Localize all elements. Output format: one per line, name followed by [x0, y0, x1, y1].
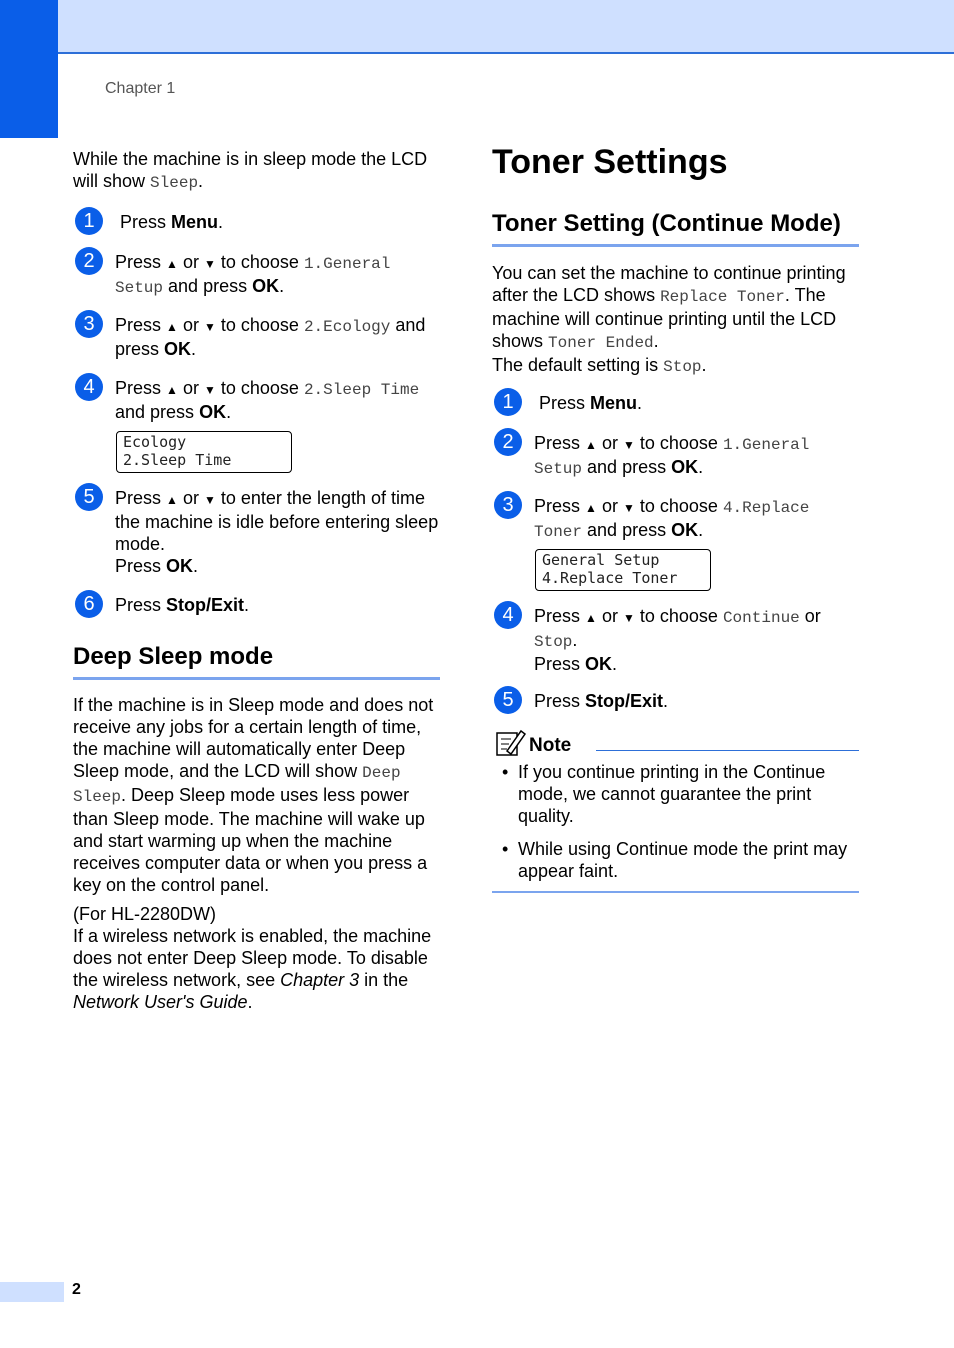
step-number-3: 3	[494, 491, 522, 519]
lcd-display-toner: General Setup 4.Replace Toner	[535, 549, 711, 591]
toner-step-1: Press Menu.	[539, 393, 643, 413]
step-number-6: 6	[75, 590, 103, 618]
heading-rule	[73, 677, 440, 680]
lcd-display-sleep: Ecology 2.Sleep Time	[116, 431, 292, 473]
note-bottom-rule	[492, 891, 859, 893]
up-arrow-icon: ▲	[585, 438, 597, 452]
toner-step-2: Press ▲ or ▼ to choose 1.General Setup and press OK.	[534, 433, 810, 478]
step-6: Press Stop/Exit.	[115, 595, 250, 615]
bullet-dot: •	[502, 762, 509, 782]
step-number-5: 5	[494, 686, 522, 714]
header-bar	[58, 0, 954, 54]
heading-rule	[492, 244, 859, 247]
step-1: Press Menu.	[120, 212, 224, 232]
step-number-2: 2	[75, 247, 103, 275]
step-number-5: 5	[75, 483, 103, 511]
up-arrow-icon: ▲	[166, 257, 178, 271]
note-item-2: While using Continue mode the print may appear faint.	[518, 839, 848, 881]
note-title: Note	[529, 735, 572, 756]
step-2: Press ▲ or ▼ to choose 1.General Setup and press OK.	[115, 252, 391, 297]
footer-bar	[0, 1282, 64, 1302]
toner-step-5: Press Stop/Exit.	[534, 691, 669, 711]
up-arrow-icon: ▲	[585, 611, 597, 625]
sleep-intro: While the machine is in sleep mode the LCD will show Sleep.	[73, 149, 428, 192]
step-number-1: 1	[494, 388, 522, 416]
note-top-rule	[596, 750, 859, 751]
bullet-dot: •	[502, 839, 509, 859]
down-arrow-icon: ▼	[622, 501, 635, 515]
chapter-label: Chapter 1	[105, 80, 176, 97]
step-number-1: 1	[75, 207, 103, 235]
toner-setting-heading: Toner Setting (Continue Mode)	[492, 210, 841, 237]
toner-step-4: Press ▲ or ▼ to choose Continue or Stop. Press OK.	[534, 606, 821, 674]
page-number: 2	[72, 1281, 81, 1298]
down-arrow-icon: ▼	[622, 611, 635, 625]
down-arrow-icon: ▼	[203, 383, 216, 397]
wireless-paragraph: (For HL-2280DW) If a wireless network is enabled, the machine does not enter Deep Sleep mode. To disable the wireless network, see Chapter 3 in the Network User's Guide.	[73, 904, 432, 1012]
deep-sleep-heading: Deep Sleep mode	[73, 643, 274, 670]
toner-intro: You can set the machine to continue printing after the LCD shows Replace Toner. The machine will continue printing until the LCD shows Toner Ended. The default setting is Stop.	[492, 263, 846, 376]
step-5: Press ▲ or ▼ to enter the length of time the machine is idle before entering sleep mode. Press OK.	[115, 488, 439, 576]
chapter-tab	[0, 0, 58, 138]
toner-step-3: Press ▲ or ▼ to choose 4.Replace Toner and press OK.	[534, 496, 810, 541]
up-arrow-icon: ▲	[166, 320, 178, 334]
step-number-4: 4	[494, 601, 522, 629]
note-item-1: If you continue printing in the Continue mode, we cannot guarantee the print quality.	[518, 762, 826, 826]
step-number-4: 4	[75, 373, 103, 401]
up-arrow-icon: ▲	[585, 501, 597, 515]
down-arrow-icon: ▼	[622, 438, 635, 452]
step-number-2: 2	[494, 428, 522, 456]
down-arrow-icon: ▼	[203, 493, 216, 507]
step-number-3: 3	[75, 310, 103, 338]
step-4: Press ▲ or ▼ to choose 2.Sleep Time and press OK.	[115, 378, 420, 422]
note-pencil-icon	[495, 727, 527, 757]
deep-sleep-paragraph: If the machine is in Sleep mode and does not receive any jobs for a certain length of time, the machine will automatically enter Deep Sleep mode, and the LCD will show Deep Sleep. Deep Sleep mode uses less power than Sleep mode. The machine will wake up and start warming up when the machine receives computer data or when you press a key on the control panel.	[73, 695, 434, 895]
up-arrow-icon: ▲	[166, 493, 178, 507]
down-arrow-icon: ▼	[203, 320, 216, 334]
step-3: Press ▲ or ▼ to choose 2.Ecology and press OK.	[115, 315, 426, 359]
page-title: Toner Settings	[492, 143, 728, 181]
up-arrow-icon: ▲	[166, 383, 178, 397]
down-arrow-icon: ▼	[203, 257, 216, 271]
